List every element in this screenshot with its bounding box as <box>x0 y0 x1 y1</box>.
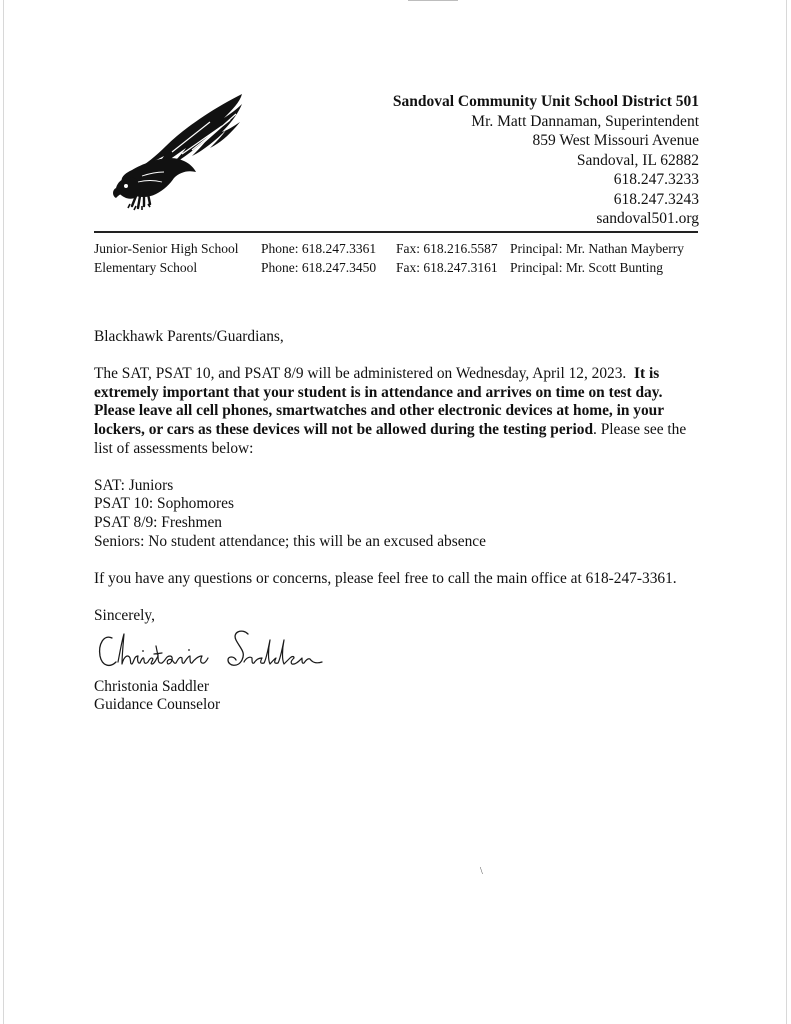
school-phone: Phone: 618.247.3450 <box>261 260 377 275</box>
notice-intro: The SAT, PSAT 10, and PSAT 8/9 will be administered on Wednesday, April 12, 2023. <box>94 365 627 383</box>
blackhawk-eagle-logo-icon <box>112 92 246 214</box>
school-phone: Phone: 618.247.3361 <box>261 241 377 256</box>
testing-notice-paragraph <box>94 365 700 458</box>
superintendent: Mr. Matt Dannaman, Superintendent <box>471 112 699 130</box>
school-principal: Principal: Mr. Scott Bunting <box>510 260 664 275</box>
school-row <box>94 239 734 258</box>
scan-top-mark <box>408 0 458 1</box>
list-item: PSAT 10: Sophomores <box>94 495 234 513</box>
school-fax: Fax: 618.216.5587 <box>396 241 498 256</box>
district-address-block <box>393 92 699 229</box>
list-item: Seniors: No student attendance; this will be an excused absence <box>94 532 486 550</box>
school-row <box>94 258 734 277</box>
closing: Sincerely, <box>94 606 155 624</box>
contact-paragraph: If you have any questions or concerns, please feel free to call the main office at 618-247-3361. <box>94 569 677 587</box>
district-phone-1: 618.247.3233 <box>613 171 699 188</box>
school-fax: Fax: 618.247.3161 <box>396 260 498 275</box>
stray-scan-mark: \ <box>480 866 483 877</box>
list-item: PSAT 8/9: Freshmen <box>94 513 222 531</box>
handwritten-signature <box>96 626 336 678</box>
district-website: sandoval501.org <box>596 210 699 227</box>
school-name: Elementary School <box>94 260 198 275</box>
district-name: Sandoval Community Unit School District 501 <box>392 93 699 110</box>
notice-outro: . Please see the list of assessments below: <box>94 420 687 457</box>
signer-block <box>94 678 700 715</box>
city-state-zip: Sandoval, IL 62882 <box>576 151 699 169</box>
letter-body <box>94 328 700 715</box>
school-principal: Principal: Mr. Nathan Mayberry <box>510 241 684 256</box>
signer-title: Guidance Counselor <box>94 696 221 714</box>
notice-emphasis: It is extremely important that your student is in attendance and arrives on time on test day. Please leave all cell phones, smartwatches and other electronic devices at home, in your lockers, or cars as these devices will not be allowed during the testing period <box>94 365 664 438</box>
signature-text: Christonia Saddler <box>96 675 106 677</box>
schools-contact-table <box>94 239 734 277</box>
greeting: Blackhawk Parents/Guardians, <box>94 328 284 345</box>
scan-edge-right <box>786 0 787 1024</box>
signer-name: Christonia Saddler <box>94 677 209 695</box>
street-address: 859 West Missouri Avenue <box>532 132 699 149</box>
scan-edge-left <box>3 0 4 1024</box>
school-name: Junior-Senior High School <box>94 241 239 256</box>
assessment-list <box>94 477 700 551</box>
district-phone-2: 618.247.3243 <box>613 190 699 208</box>
header-divider <box>94 231 698 233</box>
list-item: SAT: Juniors <box>94 476 174 494</box>
